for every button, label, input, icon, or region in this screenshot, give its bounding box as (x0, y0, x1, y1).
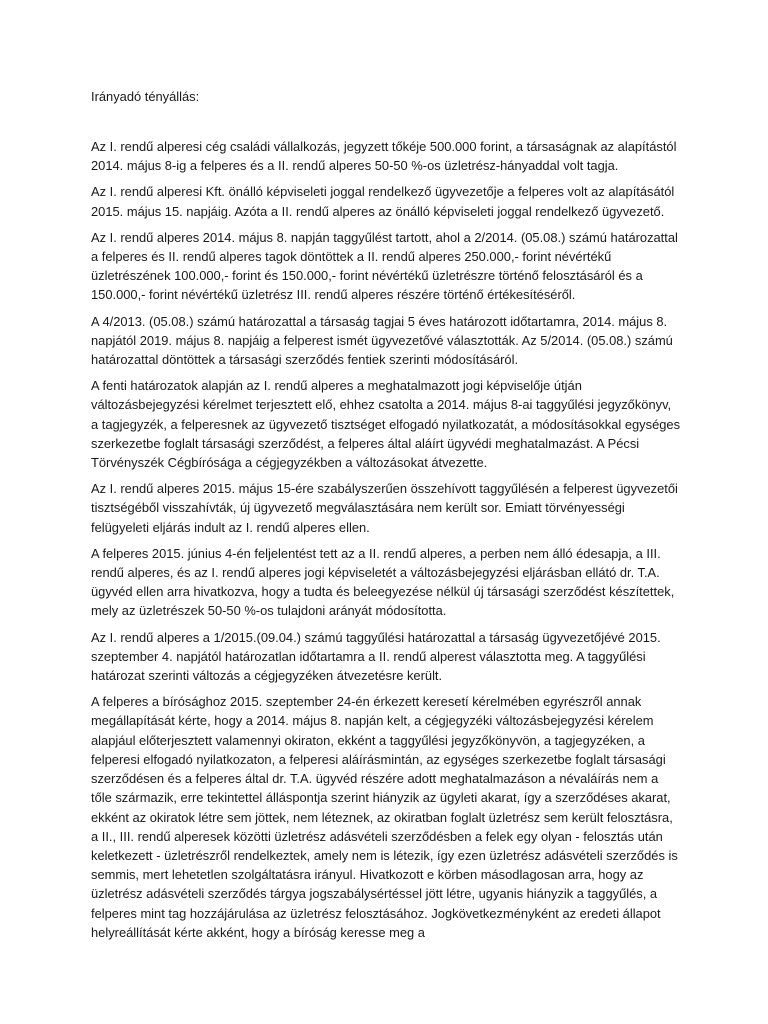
paragraph: Az I. rendű alperesi Kft. önálló képviseleti joggal rendelkező ügyvezetője a felperes volt az alapításától 2015. május 15. napjáig. Azóta a II. rendű alperes az önálló képviseleti joggal rendelkező ügyvezető. (91, 184, 675, 219)
document-body (91, 137, 681, 949)
paragraph: Az I. rendű alperes 2015. május 15-ére szabályszerűen összehívott taggyűlésén a felperest ügyvezetői tisztségéből visszahívták, új ügyvezető megválasztására nem került sor. Emiatt törvényességi felügyeleti eljárás indult az I. rendű alperes ellen. (91, 481, 678, 535)
paragraph: A felperes 2015. június 4-én feljelentést tett az a II. rendű alperes, a perben nem álló édesapja, a III. rendű alperes, és az I. rendű alperes jogi képviseletét a változásbejegyzési eljárásban ellátó dr. T.A. ügyvéd ellen arra hivatkozva, hogy a tudta és beleegyezése nélkül új társasági szerződést készítettek, mely az üzletrészek 50-50 %-os tulajdoni arányát módosította. (91, 545, 675, 619)
paragraph: A felperes a bírósághoz 2015. szeptember 24-én érkezett keresetí kérelmében egyrészről annak megállapítását kérte, hogy a 2014. május 8. napján kelt, a cégjegyzéki változásbejegyzési kérelem alapjául előterjesztett valamennyi okiraton, ekként a taggyűlési jegyzőkönyvön, a tagjegyzéken, a felperesi elfogadó nyilatkozaton, a felperesi aláírásmintán, az egységes szerkezetbe foglalt társasági szerződésen és a felperes által dr. T.A. ügyvéd részére adott meghatalmazáson a névaláírás nem a tőle származik, erre tekintettel álláspontja szerint hiányzik az ügyleti akarat, így a szerződéses akarat, ekként az okiratok létre sem jöttek, nem léteznek, az okiratban foglalt üzletrész sem került felosztásra, a II., III. rendű alperesek közötti üzletrész adásvételi szerződésben a felek egy olyan - felosztás után keletkezett - üzletrészről rendelkeztek, amely nem is létezik, így ezen üzletrész adásvételi szerződés is semmis, mert lehetetlen szolgáltatásra irányul. Hivatkozott e körben másodlagosan arra, hogy az üzletrész adásvételi szerződés tárgya jogszabálysértéssel jött létre, ugyanis hiányzik a taggyűlés, a felperes mint tag hozzájárulása az üzletrész felosztásához. Jogkövetkezményként az eredeti állapot helyreállítását kérte akként, hogy a bíróság keresse meg a (91, 694, 678, 940)
document-heading: Irányadó tényállás: (91, 89, 200, 104)
paragraph: A 4/2013. (05.08.) számú határozattal a társaság tagjai 5 éves határozott időtartamra, 2014. május 8. napjától 2019. május 8. napjáig a felperest ismét ügyvezetővé választották. Az 5/2014. (05.08.) számú határozattal döntöttek a társasági szerződés fentiek szerinti módosításáról. (91, 313, 673, 368)
paragraph: Az I. rendű alperes a 1/2015.(09.04.) számú taggyűlési határozattal a társaság ügyvezetőjévé 2015. szeptember 4. napjától határozatlan időtartamra a II. rendű alperest választotta meg. A taggyűlési határozat szerinti változás a cégjegyzéken átvezetésre került. (91, 629, 661, 684)
paragraph: A fenti határozatok alapján az I. rendű alperes a meghatalmazott jogi képviselője útján változásbejegyzési kérelmet terjesztett elő, ehhez csatolta a 2014. május 8-ai taggyűlési jegyzőkönyv, a tagjegyzék, a felperesnek az ügyvezető tisztséget elfogadó nyilatkozatát, a módosításokkal egységes szerkezetbe foglalt társasági szerződést, a felperes által aláírt ügyvédi meghatalmazást. A Pécsi Törvényszék Cégbírósága a cégjegyzékben a változásokat átvezette. (91, 378, 681, 471)
paragraph: Az I. rendű alperesi cég családi vállalkozás, jegyzett tőkéje 500.000 forint, a társaságnak az alapítástól 2014. május 8-ig a felperes és a II. rendű alperes 50-50 %-os üzletrész-hányaddal volt tagja. (91, 139, 677, 174)
paragraph: Az I. rendű alperes 2014. május 8. napján taggyűlést tartott, ahol a 2/2014. (05.08.) számú határozattal a felperes és II. rendű alperes tagok döntöttek a II. rendű alperes 250.000,- forint névértékű üzletrészének 100.000,- forint és 150.000,- forint névértékű üzletrészre történő felosztásáról és a 150.000,- forint névértékű üzletrész III. rendű alperes részére történő értékesítéséről. (91, 229, 678, 303)
